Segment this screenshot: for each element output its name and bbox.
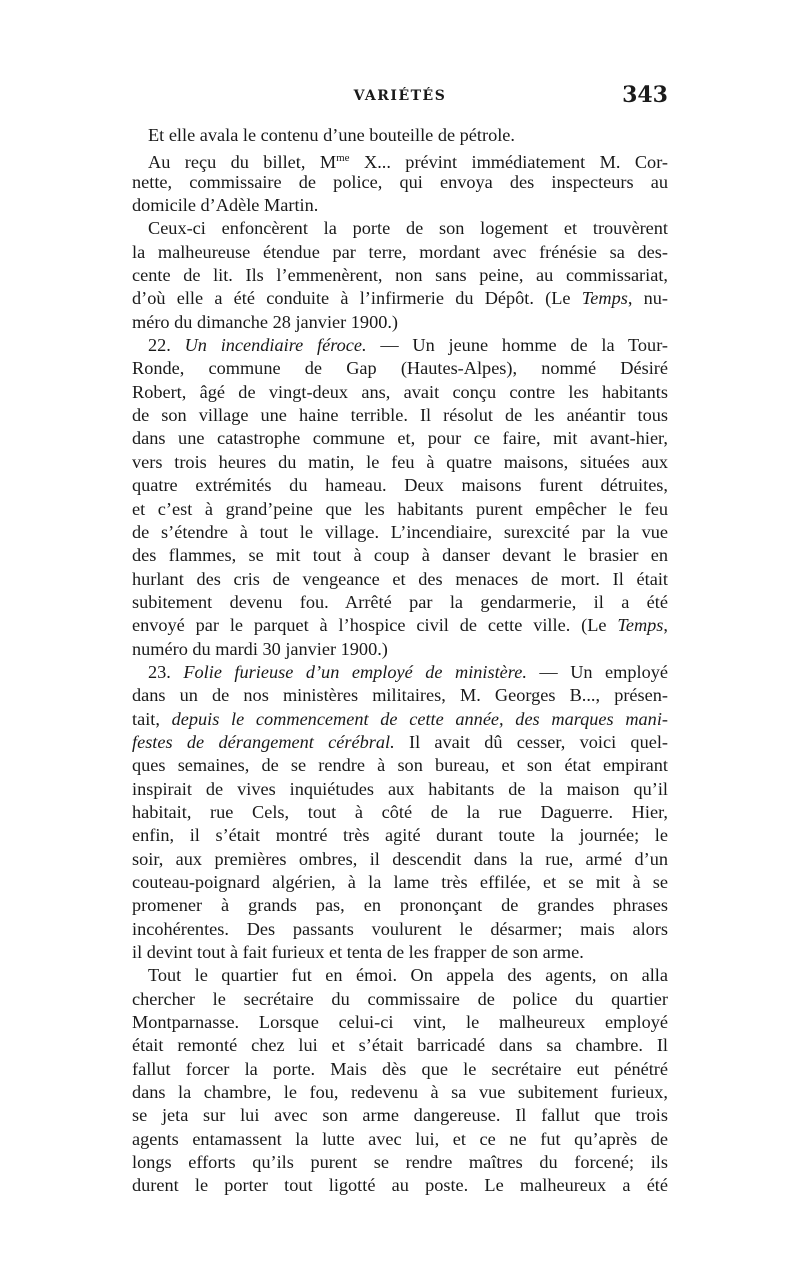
text-line xyxy=(132,661,668,684)
text-line xyxy=(132,521,668,544)
italic-text: Temps xyxy=(617,615,664,636)
text-line xyxy=(132,964,668,987)
text-segment: Ceux-ci enfoncèrent la porte de son logement et trouvèrent xyxy=(148,218,668,239)
text-segment: , xyxy=(663,615,668,636)
text-segment: Et elle avala le contenu d’une bouteille de pétrole. xyxy=(148,125,515,145)
text-line xyxy=(132,1058,668,1081)
text-line xyxy=(132,1081,668,1104)
text-segment: quatre extrémités du hameau. Deux maisons furent détruites, xyxy=(132,475,668,496)
text-segment: longs efforts qu’ils purent se rendre maîtres du forcené; ils xyxy=(132,1152,668,1173)
text-segment: nette, commissaire de police, qui envoya des inspecteurs au xyxy=(132,171,668,192)
text-line xyxy=(132,217,668,240)
text-segment: — Un jeune homme de la Tour- xyxy=(366,335,669,356)
text-segment: dans un de nos ministères militaires, M. Georges B..., présen- xyxy=(132,685,668,706)
text-segment: durent le porter tout ligotté au poste. Le malheureux a été xyxy=(132,1175,668,1196)
text-segment: méro du dimanche 28 janvier 1900.) xyxy=(132,311,399,332)
text-segment: cente de lit. Ils l’emmenèrent, non sans peine, au commissariat, xyxy=(132,265,668,286)
text-segment: incohérentes. Des passants voulurent le désarmer; mais alors xyxy=(132,918,668,939)
text-line xyxy=(132,871,668,894)
text-line xyxy=(132,684,668,707)
text-segment: Au reçu du billet, M xyxy=(148,152,337,173)
text-line xyxy=(132,194,668,217)
text-segment: ques semaines, de se rendre à son bureau, et son état empirant xyxy=(132,755,668,776)
text-segment: Montparnasse. Lorsque celui-ci vint, le malheureux employé xyxy=(132,1012,668,1033)
text-line xyxy=(132,1174,668,1197)
text-line xyxy=(132,638,668,661)
text-line xyxy=(132,451,668,474)
text-line xyxy=(132,778,668,801)
text-line xyxy=(132,731,668,754)
italic-text: festes de dérangement cérébral. xyxy=(132,731,395,752)
text-line xyxy=(132,754,668,777)
text-line xyxy=(132,264,668,287)
text-line xyxy=(132,614,668,637)
superscript-text: me xyxy=(336,152,350,165)
text-segment: se jeta sur lui avec son arme dangereuse. Il fallut que trois xyxy=(132,1105,668,1126)
text-segment: dans la chambre, le fou, redevenu à sa vue subitement furieux, xyxy=(132,1082,668,1103)
text-segment: promener à grands pas, en prononçant de grandes phrases xyxy=(132,895,668,916)
text-line xyxy=(132,124,668,147)
text-line xyxy=(132,918,668,941)
text-line xyxy=(132,941,668,964)
text-segment: agents entamassent la lutte avec lui, et ce ne fut qu’après de xyxy=(132,1128,668,1149)
text-line xyxy=(132,708,668,731)
text-line xyxy=(132,544,668,567)
text-segment: couteau-poignard algérien, à la lame très effilée, et se mit à se xyxy=(132,872,668,892)
text-line xyxy=(132,1104,668,1127)
text-segment: vers trois heures du matin, le feu à quatre maisons, situées aux xyxy=(132,451,668,472)
text-segment: et c’est à grand’peine que les habitants purent empêcher le feu xyxy=(132,498,668,519)
text-segment: était remonté chez lui et s’était barricadé dans sa chambre. Il xyxy=(132,1035,668,1056)
italic-text: Temps xyxy=(581,288,628,309)
text-segment: X... prévint immédiatement M. Cor- xyxy=(349,152,668,173)
text-segment: domicile d’Adèle Martin. xyxy=(132,195,319,216)
text-segment: subitement devenu fou. Arrêté par la gendarmerie, il a été xyxy=(132,591,668,612)
text-segment: Il avait dû cesser, voici quel- xyxy=(394,731,668,752)
text-line xyxy=(132,404,668,427)
text-line xyxy=(132,241,668,264)
text-segment: il devint tout à fait furieux et tenta de les frapper de son arme. xyxy=(132,942,584,963)
text-segment: habitait, rue Cels, tout à côté de la rue Daguerre. Hier, xyxy=(132,801,668,822)
italic-text: Un incendiaire féroce. xyxy=(184,335,367,356)
text-line xyxy=(132,1011,668,1034)
text-segment: des flammes, se mit tout à coup à danser devant le brasier en xyxy=(132,545,668,566)
text-line xyxy=(132,848,668,871)
text-segment: 23. xyxy=(148,661,184,682)
text-line xyxy=(132,427,668,450)
text-line xyxy=(132,287,668,310)
text-segment: de s’étendre à tout le village. L’incendiaire, surexcité par la vue xyxy=(132,521,668,542)
text-segment: Ronde, commune de Gap (Hautes-Alpes), nommé Désiré xyxy=(132,358,668,379)
text-line xyxy=(132,474,668,497)
text-line xyxy=(132,381,668,404)
text-segment: de son village une haine terrible. Il résolut de les anéantir tous xyxy=(132,405,668,426)
text-line xyxy=(132,988,668,1011)
text-segment: enfin, il s’était montré très agité durant toute la journée; le xyxy=(132,825,668,846)
italic-text: depuis le commencement de cette année, des marques mani- xyxy=(171,708,668,729)
text-line xyxy=(132,1034,668,1057)
text-line xyxy=(132,801,668,824)
text-segment: — Un employé xyxy=(526,661,668,682)
text-line xyxy=(132,171,668,194)
text-segment: numéro du mardi 30 janvier 1900.) xyxy=(132,638,388,659)
text-line xyxy=(132,824,668,847)
text-line xyxy=(132,147,668,173)
text-segment: chercher le secrétaire du commissaire de police du quartier xyxy=(132,988,668,1009)
text-segment: Tout le quartier fut en émoi. On appela des agents, on alla xyxy=(148,965,668,986)
text-line xyxy=(132,357,668,380)
running-title: VARIÉTÉS xyxy=(353,88,447,104)
text-segment: la malheureuse étendue par terre, mordant avec frénésie sa des- xyxy=(132,241,668,262)
text-segment: soir, aux premières ombres, il descendit dans la rue, armé d’un xyxy=(132,848,668,869)
page-header xyxy=(132,82,668,112)
text-line xyxy=(132,311,668,334)
text-segment: d’où elle a été conduite à l’infirmerie du Dépôt. (Le xyxy=(132,288,582,309)
text-line xyxy=(132,1151,668,1174)
text-line xyxy=(132,568,668,591)
text-segment: dans une catastrophe commune et, pour ce faire, mit avant-hier, xyxy=(132,428,668,449)
text-segment: envoyé par le parquet à l’hospice civil de cette ville. (Le xyxy=(132,615,618,636)
text-segment: 22. xyxy=(148,335,185,356)
text-line xyxy=(132,334,668,357)
text-line xyxy=(132,591,668,614)
text-segment: , nu- xyxy=(627,288,668,309)
text-segment: hurlant des cris de vengeance et des menaces de mort. Il était xyxy=(132,568,668,589)
text-line xyxy=(132,498,668,521)
text-segment: tait, xyxy=(132,708,172,729)
text-line xyxy=(132,1128,668,1151)
text-segment: Robert, âgé de vingt-deux ans, avait conçu contre les habitants xyxy=(132,381,668,402)
text-segment: fallut forcer la porte. Mais dès que le secrétaire eut pénétré xyxy=(132,1058,668,1079)
page-number: 343 xyxy=(622,82,668,108)
text-segment: inspirait de vives inquiétudes aux habitants de la maison qu’il xyxy=(132,778,668,799)
body-text xyxy=(132,124,668,1198)
italic-text: Folie furieuse d’un employé de ministère. xyxy=(183,661,527,682)
text-line xyxy=(132,894,668,917)
